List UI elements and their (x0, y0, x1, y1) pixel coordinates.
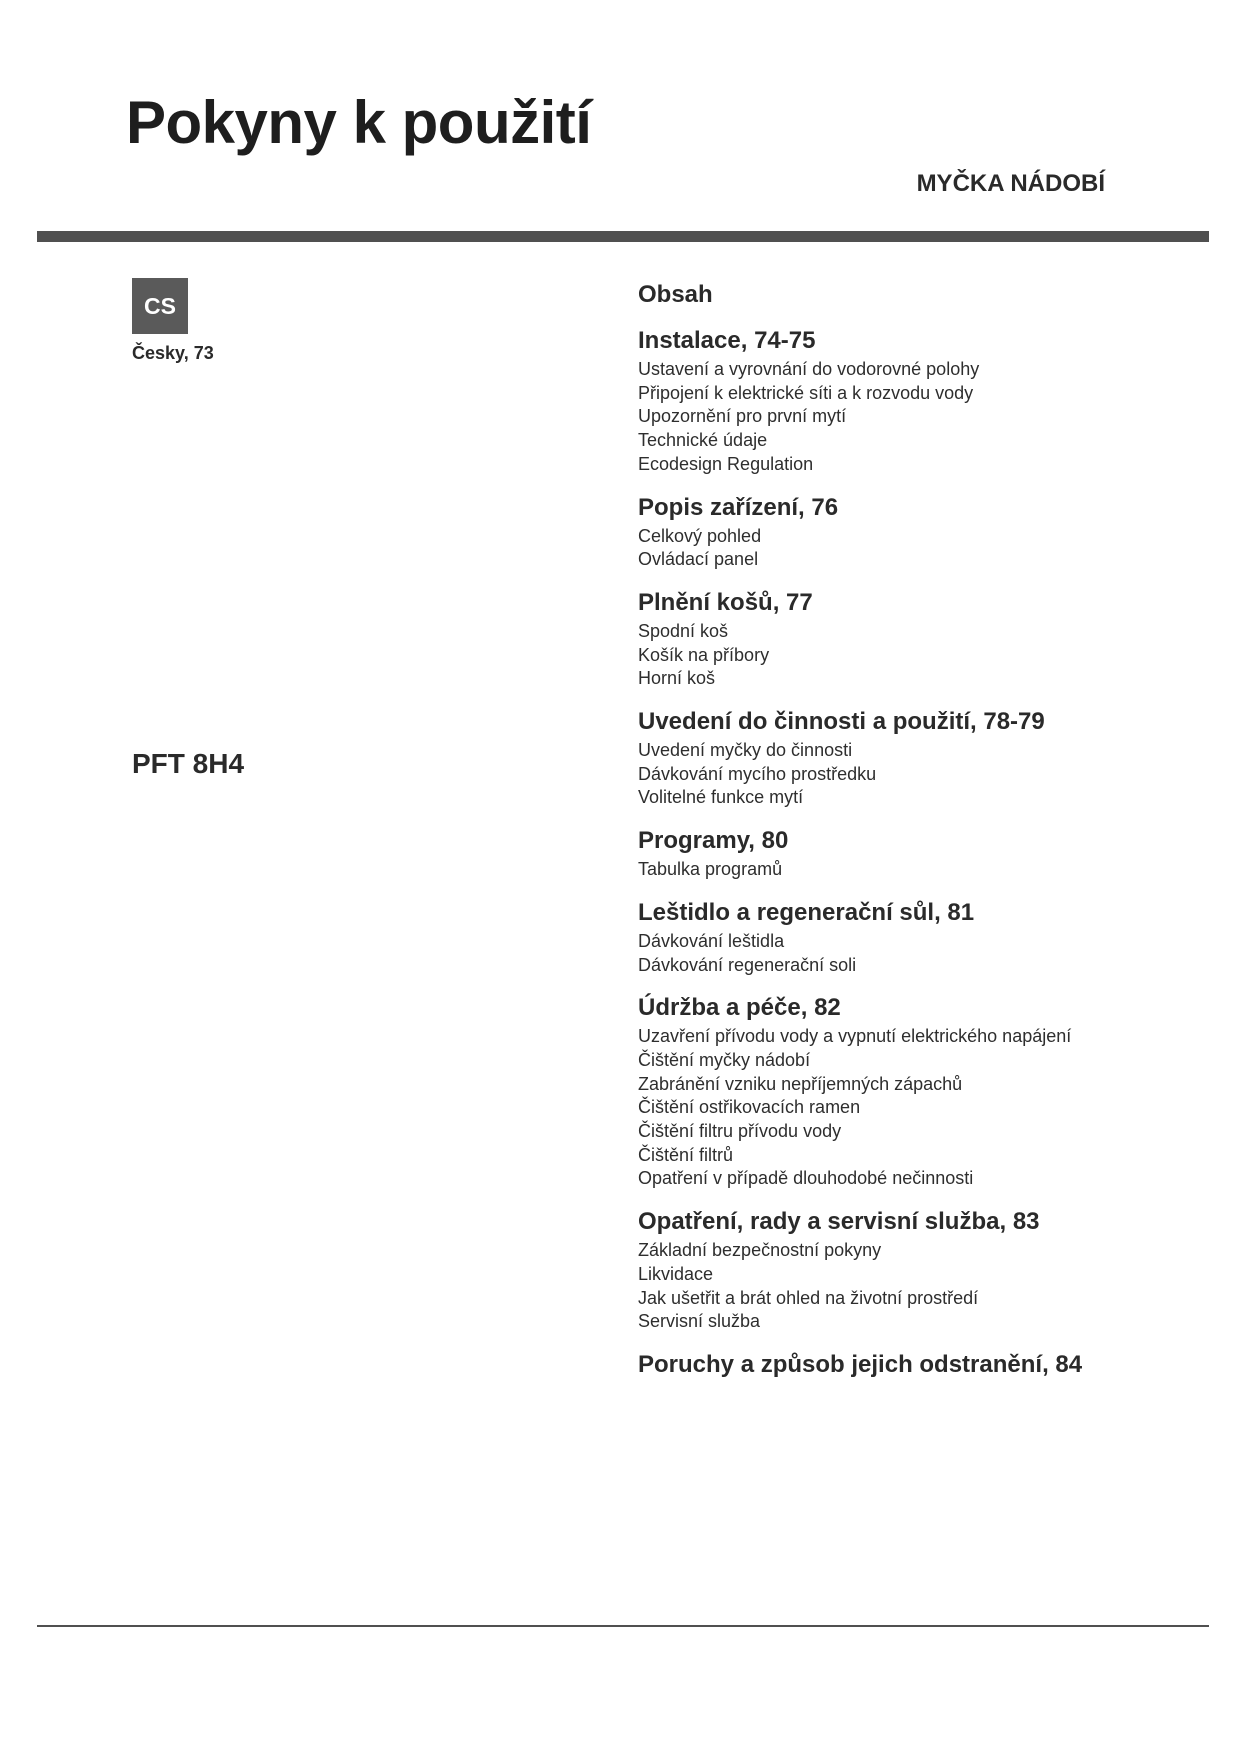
toc-section (638, 586, 1198, 691)
toc-item[interactable]: Likvidace (638, 1263, 714, 1284)
toc-section-title[interactable]: Uvedení do činnosti a použití, 78-79 (638, 708, 1045, 736)
toc-section-title[interactable]: Popis zařízení, 76 (638, 493, 839, 521)
product-category: MYČKA NÁDOBÍ (916, 170, 1105, 197)
footer-divider (37, 1625, 1209, 1627)
toc-section (638, 324, 1198, 477)
toc-section-title[interactable]: Plnění košů, 77 (638, 588, 813, 616)
toc-section (638, 491, 1198, 572)
toc-item[interactable]: Servisní služba (638, 1311, 761, 1332)
toc-item[interactable]: Připojení k elektrické síti a k rozvodu vody (638, 382, 974, 403)
toc-item[interactable]: Čištění filtru přívodu vody (638, 1121, 842, 1142)
toc-section-title[interactable]: Údržba a péče, 82 (638, 994, 841, 1022)
toc-item[interactable]: Čištění myčky nádobí (638, 1049, 811, 1070)
toc-section (638, 1348, 1198, 1382)
toc-section (638, 1205, 1198, 1334)
toc-item[interactable]: Uvedení myčky do činnosti (638, 740, 853, 761)
toc-section-title[interactable]: Opatření, rady a servisní služba, 83 (638, 1208, 1040, 1236)
toc-item[interactable]: Zabránění vzniku nepříjemných zápachů (638, 1073, 963, 1094)
toc-item[interactable]: Volitelné funkce mytí (638, 787, 804, 808)
toc-section-title[interactable]: Instalace, 74-75 (638, 327, 816, 354)
toc-item[interactable]: Celkový pohled (638, 525, 762, 546)
toc-item[interactable]: Košík na příbory (638, 644, 770, 665)
toc-item[interactable]: Spodní koš (638, 620, 729, 641)
toc-section-title[interactable]: Poruchy a způsob jejich odstranění, 84 (638, 1350, 1083, 1378)
toc-section-title[interactable]: Programy, 80 (638, 827, 789, 855)
toc-item[interactable]: Horní koš (638, 668, 716, 689)
header-divider (37, 231, 1209, 242)
table-of-contents (638, 278, 1198, 1396)
language-label[interactable]: Česky, 73 (132, 343, 214, 363)
toc-item[interactable]: Základní bezpečnostní pokyny (638, 1240, 882, 1261)
toc-section-title[interactable]: Leštidlo a regenerační sůl, 81 (638, 898, 975, 926)
toc-section (638, 705, 1198, 810)
toc-item[interactable]: Ecodesign Regulation (638, 453, 814, 474)
page-title: Pokyny k použití (126, 89, 592, 156)
toc-item[interactable]: Upozornění pro první mytí (638, 406, 847, 427)
toc-item[interactable]: Jak ušetřit a brát ohled na životní prostředí (638, 1287, 979, 1308)
toc-item[interactable]: Ustavení a vyrovnání do vodorovné polohy (638, 359, 980, 379)
toc-item[interactable]: Dávkování mycího prostředku (638, 763, 877, 784)
toc-item[interactable]: Čištění filtrů (638, 1144, 734, 1165)
toc-item[interactable]: Dávkování leštidla (638, 930, 785, 951)
toc-item[interactable]: Technické údaje (638, 430, 768, 451)
toc-item[interactable]: Tabulka programů (638, 859, 783, 880)
toc-section (638, 991, 1198, 1191)
toc-item[interactable]: Dávkování regenerační soli (638, 954, 857, 975)
toc-section (638, 824, 1198, 882)
toc-item[interactable]: Ovládací panel (638, 549, 759, 570)
toc-heading: Obsah (638, 281, 713, 308)
model-number: PFT 8H4 (132, 748, 245, 779)
toc-section (638, 896, 1198, 977)
toc-item[interactable]: Uzavření přívodu vody a vypnutí elektrického napájení (638, 1026, 1072, 1047)
toc-item[interactable]: Čištění ostřikovacích ramen (638, 1097, 861, 1118)
language-badge: CS (132, 278, 188, 334)
toc-item[interactable]: Opatření v případě dlouhodobé nečinnosti (638, 1168, 974, 1189)
toc-sections (638, 324, 1198, 1382)
